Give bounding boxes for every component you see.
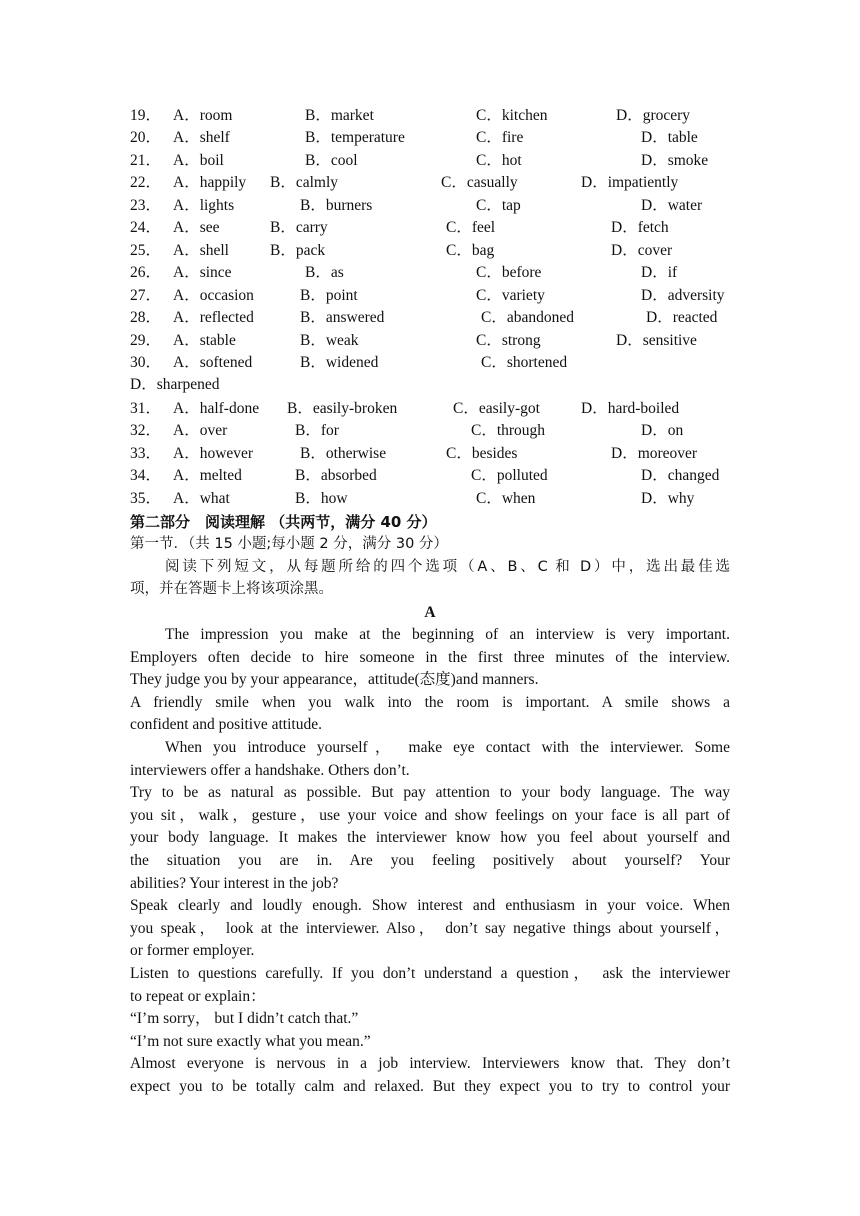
question-row bbox=[130, 217, 740, 239]
question-number: 35． bbox=[130, 490, 162, 507]
passage-line: Almost everyone is nervous in a job interview. Interviewers know that. They don’t bbox=[130, 1055, 730, 1073]
option-d: D．water bbox=[641, 197, 703, 214]
question-number: 29． bbox=[130, 332, 162, 349]
option-c: C．fire bbox=[476, 129, 524, 146]
option-d: D．smoke bbox=[641, 152, 709, 169]
question-row bbox=[130, 465, 740, 487]
option-a: A．see bbox=[173, 219, 220, 236]
passage-line: The impression you make at the beginning of an interview is very important. bbox=[165, 626, 730, 643]
option-b: B．pack bbox=[270, 242, 326, 259]
question-row bbox=[130, 127, 740, 149]
option-b: B．cool bbox=[305, 152, 358, 169]
question-number: 34． bbox=[130, 467, 162, 484]
option-c: C．variety bbox=[476, 287, 545, 304]
question-row bbox=[130, 443, 740, 465]
option-c: C．strong bbox=[476, 332, 541, 349]
question-number: 32． bbox=[130, 422, 162, 439]
option-a: A．room bbox=[173, 107, 233, 124]
option-d: D．reacted bbox=[646, 309, 718, 326]
question-number: 28． bbox=[130, 309, 162, 326]
passage-line: Speak clearly and loudly enough. Show interest and enthusiasm in your voice. When bbox=[130, 897, 730, 915]
option-d: D．if bbox=[641, 264, 678, 281]
option-d: D．changed bbox=[641, 467, 720, 484]
passage-line: expect you to be totally calm and relaxed. But they expect you to try to control your bbox=[130, 1078, 730, 1095]
question-row bbox=[130, 172, 740, 194]
passage-line: They judge you by your appearance，attitude(态度)and manners. bbox=[130, 671, 539, 689]
option-c: C．casually bbox=[441, 174, 518, 191]
option-c: C．feel bbox=[446, 219, 496, 236]
option-b: B．temperature bbox=[305, 129, 405, 146]
passage-line: or former employer. bbox=[130, 942, 255, 960]
option-b: B．point bbox=[300, 287, 358, 304]
passage-line: When you introduce yourself， make eye contact with the interviewer. Some bbox=[165, 739, 730, 756]
question-row bbox=[130, 262, 740, 284]
question-row bbox=[130, 420, 740, 442]
question-number: 21． bbox=[130, 152, 162, 169]
option-b: B．carry bbox=[270, 219, 328, 236]
option-c: C．bag bbox=[446, 242, 495, 259]
option-d: D．cover bbox=[611, 242, 673, 259]
question-row bbox=[130, 488, 740, 510]
question-number: 20． bbox=[130, 129, 162, 146]
option-d: D．table bbox=[641, 129, 698, 146]
option-a: A．what bbox=[173, 490, 230, 507]
instruction-line-1: 阅读下列短文，从每题所给的四个选项（A、B、C 和 D）中，选出最佳选 bbox=[165, 559, 730, 575]
passage-line: the situation you are in. Are you feeling positively about yourself? Your bbox=[130, 852, 730, 869]
passage-label: A bbox=[424, 604, 436, 621]
option-a: A．shelf bbox=[173, 129, 230, 146]
option-b: B．market bbox=[305, 107, 374, 124]
question-row bbox=[130, 150, 740, 172]
question-number: 30． bbox=[130, 354, 162, 371]
question-row bbox=[130, 398, 740, 420]
option-d: D．why bbox=[641, 490, 695, 507]
option-b: B．for bbox=[295, 422, 339, 439]
option-a: A．half-done bbox=[173, 400, 260, 417]
option-a: A．stable bbox=[173, 332, 236, 349]
option-b: B．answered bbox=[300, 309, 385, 326]
question-row bbox=[130, 195, 740, 217]
question-number: 22． bbox=[130, 174, 162, 191]
option-b: B．weak bbox=[300, 332, 359, 349]
option-a: A．reflected bbox=[173, 309, 254, 326]
option-a: A．however bbox=[173, 445, 254, 462]
question-number: 19． bbox=[130, 107, 162, 124]
question-number: 33． bbox=[130, 445, 162, 462]
section-title: 第一节．（共 15 小题;每小题 2 分，满分 30 分） bbox=[130, 536, 448, 552]
passage-line: “I’m not sure exactly what you mean.” bbox=[130, 1032, 371, 1050]
option-a: A．shell bbox=[173, 242, 229, 259]
passage-line: you sit，walk，gesture，use your voice and show feelings on your face is all part of bbox=[130, 806, 730, 824]
option-a: A．softened bbox=[173, 354, 253, 371]
option-a: A．boil bbox=[173, 152, 224, 169]
option-d: D．adversity bbox=[641, 287, 725, 304]
option-a: A．since bbox=[173, 264, 232, 281]
passage-line: confident and positive attitude. bbox=[130, 716, 322, 734]
passage-line: you speak， look at the interviewer. Also， don’t say negative things about yourself， bbox=[130, 919, 730, 937]
question-number: 24． bbox=[130, 219, 162, 236]
option-c: C．easily-got bbox=[453, 400, 540, 417]
option-a: A．happily bbox=[173, 174, 247, 191]
passage-line: “I’m sorry， but I didn’t catch that.” bbox=[130, 1010, 359, 1028]
question-number: 26． bbox=[130, 264, 162, 281]
question-row bbox=[130, 307, 740, 329]
option-d: D．sharpened bbox=[130, 376, 220, 393]
option-a: A．over bbox=[173, 422, 228, 439]
option-c: C．abandoned bbox=[481, 309, 574, 326]
option-b: B．easily-broken bbox=[287, 400, 398, 417]
instruction-line-2: 项，并在答题卡上将该项涂黑。 bbox=[130, 581, 333, 597]
option-d: D．grocery bbox=[616, 107, 691, 124]
option-d: D．impatiently bbox=[581, 174, 679, 191]
option-c: C．kitchen bbox=[476, 107, 548, 124]
option-a: A．occasion bbox=[173, 287, 254, 304]
option-b: B．calmly bbox=[270, 174, 339, 191]
passage-line: to repeat or explain： bbox=[130, 987, 266, 1005]
question-number: 25． bbox=[130, 242, 162, 259]
option-c: C．through bbox=[471, 422, 546, 439]
question-row bbox=[130, 105, 740, 127]
option-a: A．lights bbox=[173, 197, 235, 214]
passage-line: abilities? Your interest in the job? bbox=[130, 874, 339, 892]
passage-line: Listen to questions carefully. If you don’t understand a question， ask the interviewer bbox=[130, 965, 730, 982]
part-title: 第二部分 阅读理解 （共两节，满分 40 分） bbox=[130, 513, 437, 531]
option-c: C．when bbox=[476, 490, 536, 507]
question-number: 23． bbox=[130, 197, 162, 214]
option-d: D．sensitive bbox=[616, 332, 697, 349]
passage-line: your body language. It makes the interviewer know how you feel about yourself and bbox=[130, 829, 730, 847]
option-c: C．hot bbox=[476, 152, 522, 169]
question-row bbox=[130, 330, 740, 352]
question-number: 31． bbox=[130, 400, 162, 417]
option-b: B．how bbox=[295, 490, 348, 507]
option-d: D．on bbox=[641, 422, 684, 439]
option-c: C．besides bbox=[446, 445, 518, 462]
option-b: B．as bbox=[305, 264, 344, 281]
option-c: C．shortened bbox=[481, 354, 568, 371]
option-c: C．before bbox=[476, 264, 542, 281]
passage-line: Try to be as natural as possible. But pay attention to your body language. The way bbox=[130, 784, 730, 802]
question-row bbox=[130, 285, 740, 307]
question-number: 27． bbox=[130, 287, 162, 304]
option-b: B．otherwise bbox=[300, 445, 387, 462]
question-row bbox=[130, 352, 740, 393]
passage-line: interviewers offer a handshake. Others don’t. bbox=[130, 761, 410, 779]
option-b: B．burners bbox=[300, 197, 373, 214]
question-row bbox=[130, 240, 740, 262]
option-b: B．absorbed bbox=[295, 467, 377, 484]
option-d: D．moreover bbox=[611, 445, 698, 462]
option-d: D．fetch bbox=[611, 219, 669, 236]
option-a: A．melted bbox=[173, 467, 242, 484]
option-b: B．widened bbox=[300, 354, 379, 371]
passage-line: A friendly smile when you walk into the room is important. A smile shows a bbox=[130, 693, 730, 711]
option-c: C．tap bbox=[476, 197, 521, 214]
option-d: D．hard-boiled bbox=[581, 400, 680, 417]
option-c: C．polluted bbox=[471, 467, 548, 484]
passage-line: Employers often decide to hire someone in the first three minutes of the interview. bbox=[130, 648, 730, 666]
